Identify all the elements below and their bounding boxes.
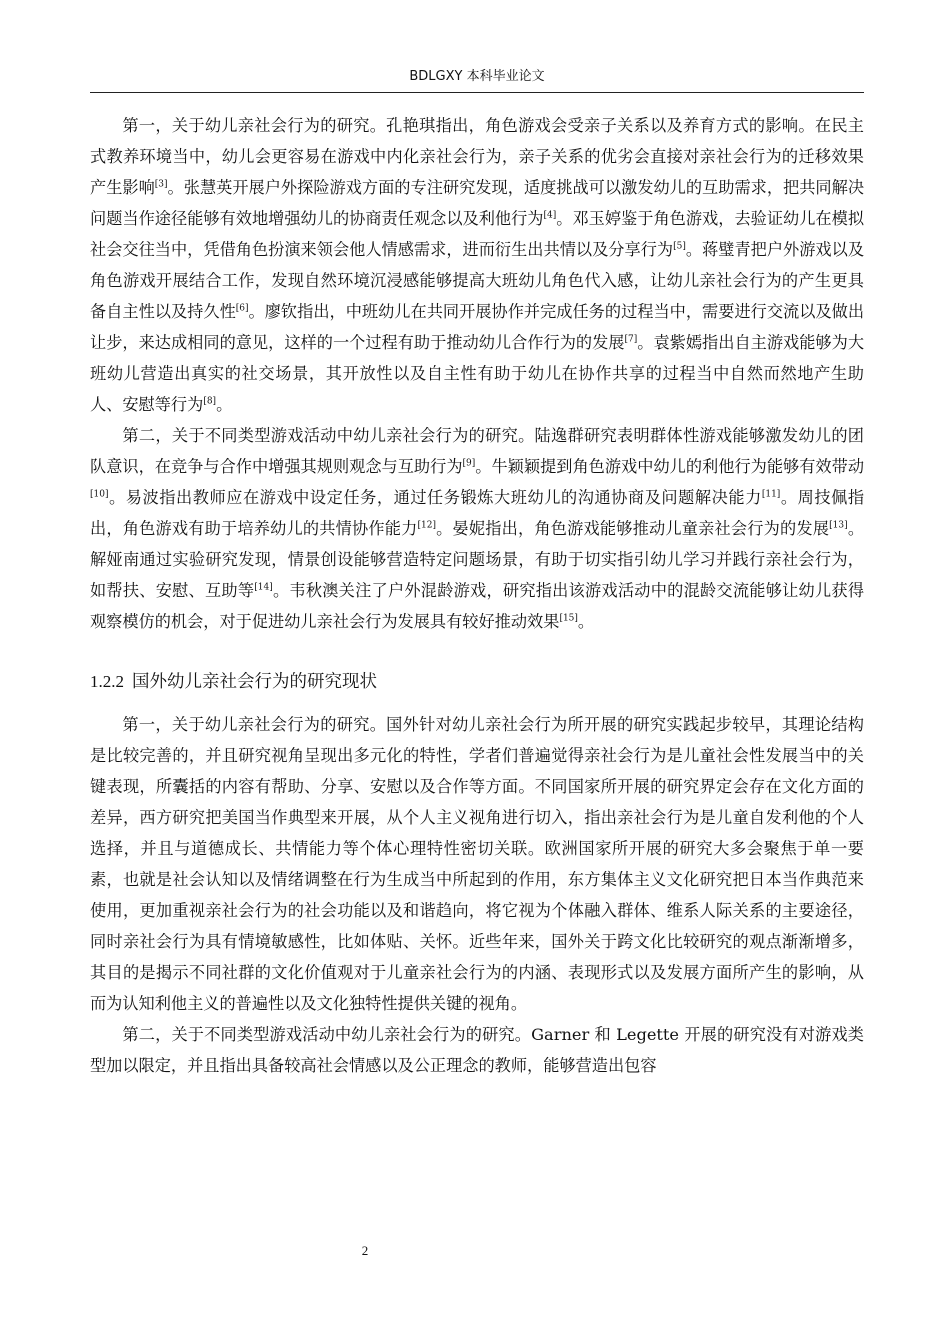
paragraph-text: 。韦秋澳关注了户外混龄游戏，研究指出该游戏活动中的混龄交流能够让幼儿获得观察模仿的机会，对于促进幼儿亲社会行为发展具有较好推动效果	[90, 581, 865, 631]
page-number: 2	[361, 1243, 369, 1258]
paragraph	[90, 110, 864, 420]
document-body	[90, 110, 864, 1081]
paragraph-text: 第一，关于幼儿亲社会行为的研究。孔艳琪指出，角色游戏会受亲子关系以及养育方式的影响。在民主式教养环境当中，幼儿会更容易在游戏中内化亲社会行为，亲子关系的优劣会直接对亲社会行为的迁移效果产生影响	[90, 116, 864, 197]
citation-ref: [13]	[829, 520, 848, 531]
paragraph-text: 第二，关于不同类型游戏活动中幼儿亲社会行为的研究。陆逸群研究表明群体性游戏能够激发幼儿的团队意识，在竞争与合作中增强其规则观念与互助行为	[90, 426, 864, 476]
citation-ref: [7]	[624, 334, 638, 345]
paragraph-text: 。邓玉婷鉴于角色游戏，去验证幼儿在模拟社会交往当中，凭借角色扮演来领会他人情感需求，进而衍生出共情以及分享行为	[90, 209, 865, 259]
paragraph-text: 。易波指出教师应在游戏中设定任务，通过任务锻炼大班幼儿的沟通协商及问题解决能力	[108, 488, 762, 507]
paragraph-text: 。牛颖颖提到角色游戏中幼儿的利他行为能够有效带动	[475, 457, 865, 476]
section-title: 国外幼儿亲社会行为的研究现状	[132, 672, 377, 692]
citation-ref: [6]	[235, 303, 249, 314]
citation-ref: [11]	[761, 489, 781, 500]
paragraph-text: 。周技佩指出，角色游戏有助于培养幼儿的共情协作能力	[90, 488, 865, 538]
paragraph-text: 。晏妮指出，角色游戏能够推动儿童亲社会行为的发展	[435, 519, 830, 538]
citation-ref: [12]	[417, 520, 436, 531]
citation-ref: [9]	[462, 458, 476, 469]
citation-ref: [8]	[203, 396, 217, 407]
paragraph-text: 。	[577, 612, 595, 631]
paragraph-text: 。廖钦指出，中班幼儿在共同开展协作并完成任务的过程当中，需要进行交流以及做出让步，来达成相同的意见，这样的一个过程有助于推动幼儿合作行为的发展	[90, 302, 865, 352]
section-heading	[90, 667, 864, 697]
citation-ref: [4]	[543, 210, 557, 221]
section-number: 1.2.2	[90, 672, 124, 691]
paragraph-text: 。	[216, 395, 233, 414]
header-title: BDLGXY 本科毕业论文	[409, 69, 545, 84]
citation-ref: [15]	[559, 613, 578, 624]
paragraph: 第一，关于幼儿亲社会行为的研究。国外针对幼儿亲社会行为所开展的研究实践起步较早，其理论结构是比较完善的，并且研究视角呈现出多元化的特性，学者们普遍觉得亲社会行为是儿童社会性发展当中的关键表现，所囊括的内容有帮助、分享、安慰以及合作等方面。不同国家所开展的研究界定会存在文化方面的差异，西方研究把美国当作典型来开展，从个人主义视角进行切入，指出亲社会行为是儿童自发利他的个人选择，并且与道德成长、共情能力等个体心理特性密切关联。欧洲国家所开展的研究大多会聚焦于单一要素，也就是社会认知以及情绪调整在行为生成当中所起到的作用，东方集体主义文化研究把日本当作典范来使用，更加重视亲社会行为的社会功能以及和谐趋向，将它视为个体融入群体、维系人际关系的主要途径，同时亲社会行为具有情境敏感性，比如体贴、关怀。近些年来，国外关于跨文化比较研究的观点渐渐增多，其目的是揭示不同社群的文化价值观对于儿童亲社会行为的内涵、表现形式以及发展方面所产生的影响，从而为认知利他主义的普遍性以及文化独特性提供关键的视角。	[90, 715, 864, 1013]
paragraph	[90, 420, 864, 637]
citation-ref: [5]	[673, 241, 686, 252]
paragraph-text: 。张慧英开展户外探险游戏方面的专注研究发现，适度挑战可以激发幼儿的互助需求，把共同解决问题当作途径能够有效地增强幼儿的协商责任观念以及利他行为	[90, 178, 865, 228]
citation-ref: [3]	[154, 179, 168, 190]
paragraph-text: 。袁紫嫣指出自主游戏能够为大班幼儿营造出真实的社交场景，其开放性以及自主性有助于幼儿在协作共享的过程当中自然而然地产生助人、安慰等行为	[90, 333, 865, 414]
citation-ref: [10]	[90, 489, 109, 500]
page-header	[90, 62, 864, 93]
paragraph: 第二，关于不同类型游戏活动中幼儿亲社会行为的研究。Garner 和 Legette 开展的研究没有对游戏类型加以限定，并且指出具备较高社会情感以及公正理念的教师，能够营造出包容	[90, 1025, 864, 1075]
paragraph-text: 。解娅南通过实验研究发现，情景创设能够营造特定问题场景，有助于切实指引幼儿学习并践行亲社会行为，如帮扶、安慰、互助等	[90, 519, 865, 600]
paragraph-text: 。蒋璧青把户外游戏以及角色游戏开展结合工作，发现自然环境沉浸感能够提高大班幼儿角色代入感，让幼儿亲社会行为的产生更具备自主性以及持久性	[90, 240, 865, 321]
citation-ref: [14]	[254, 582, 273, 593]
